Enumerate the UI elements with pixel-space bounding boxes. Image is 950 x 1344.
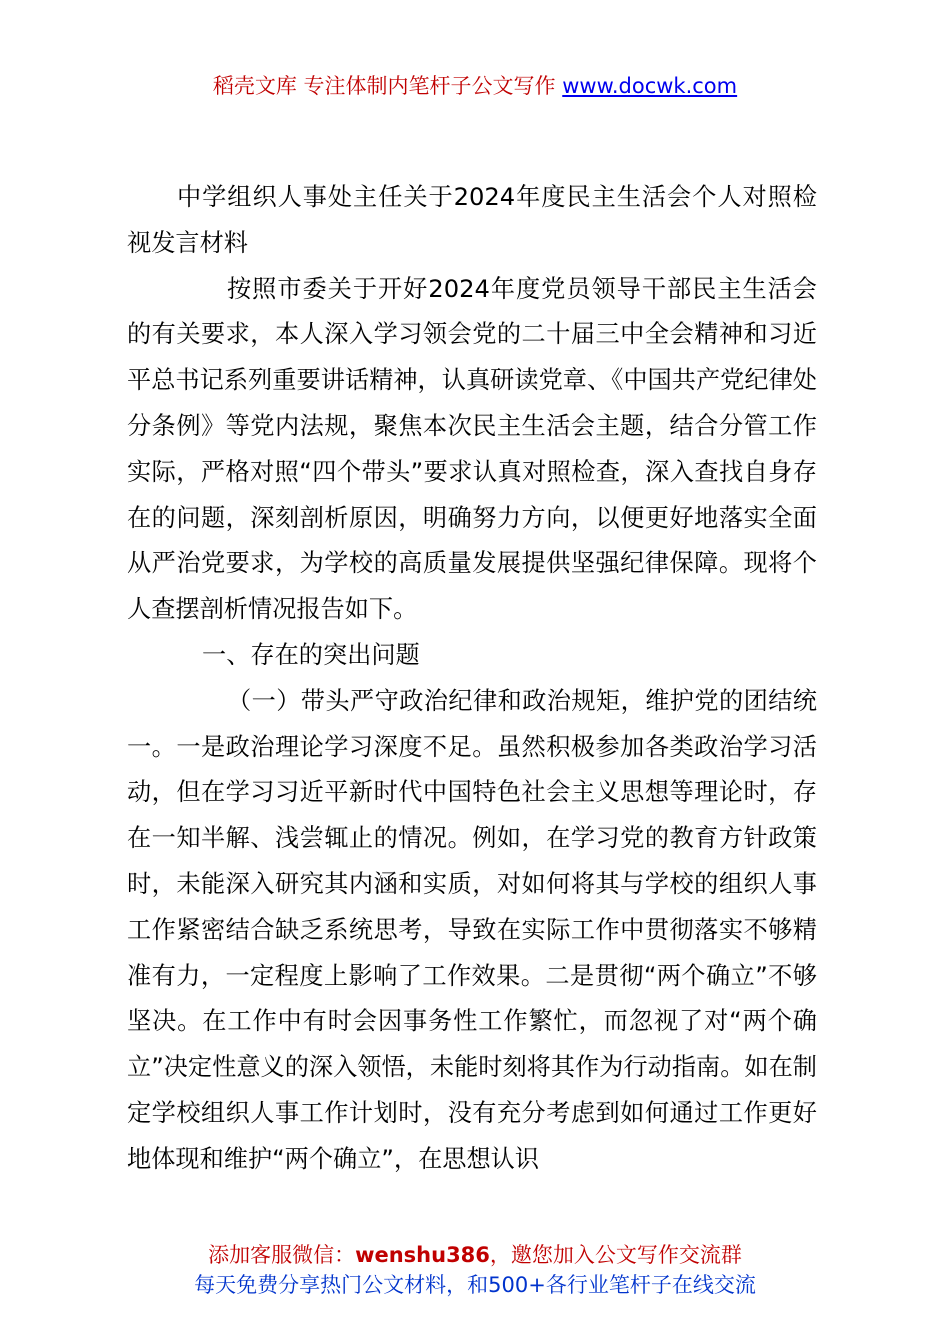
document-title: 中学组织人事处主任关于2024年度民主生活会个人对照检视发言材料 [127,183,817,257]
footer-contact-line [0,1240,950,1270]
header-text: 稻壳文库 专注体制内笔杆子公文写作 [212,74,556,98]
footer-wechat-id: wenshu386 [355,1243,490,1267]
footer-prefix: 添加客服微信： [208,1243,356,1267]
document-body [127,175,817,1183]
page-header [0,70,950,100]
footer-suffix: ，邀您加入公文写作交流群 [489,1243,742,1267]
header-url-link[interactable]: www.docwk.com [562,74,738,98]
intro-paragraph: 按照市委关于开好2024年度党员领导干部民主生活会的有关要求，本人深入学习领会党的二十届三中全会精神和习近平总书记系列重要讲话精神，认真研读党章、《中国共产党纪律处分条例》等党内法规，聚焦本次民主生活会主题，结合分管工作实际，严格对照“四个带头”要求认真对照检查，深入查找自身存在的问题，深刻剖析原因，明确努力方向，以便更好地落实全面从严治党要求，为学校的高质量发展提供坚强纪律保障。现将个人查摆剖析情况报告如下。 [127,274,817,624]
section-heading: 一、存在的突出问题 [202,640,420,669]
footer-promo-line: 每天免费分享热门公文材料，和500+各行业笔杆子在线交流 [194,1273,756,1297]
page-footer [0,1240,950,1300]
section-paragraph: （一）带头严守政治纪律和政治规矩，维护党的团结统一。一是政治理论学习深度不足。虽然积极参加各类政治学习活动，但在学习习近平新时代中国特色社会主义思想等理论时，存在一知半解、浅尝辄止的情况。例如，在学习党的教育方针政策时，未能深入研究其内涵和实质，对如何将其与学校的组织人事工作紧密结合缺乏系统思考，导致在实际工作中贯彻落实不够精准有力，一定程度上影响了工作效果。二是贯彻“两个确立”不够坚决。在工作中有时会因事务性工作繁忙，而忽视了对“两个确立”决定性意义的深入领悟，未能时刻将其作为行动指南。如在制定学校组织人事工作计划时，没有充分考虑到如何通过工作更好地体现和维护“两个确立”，在思想认识 [127,686,817,1173]
